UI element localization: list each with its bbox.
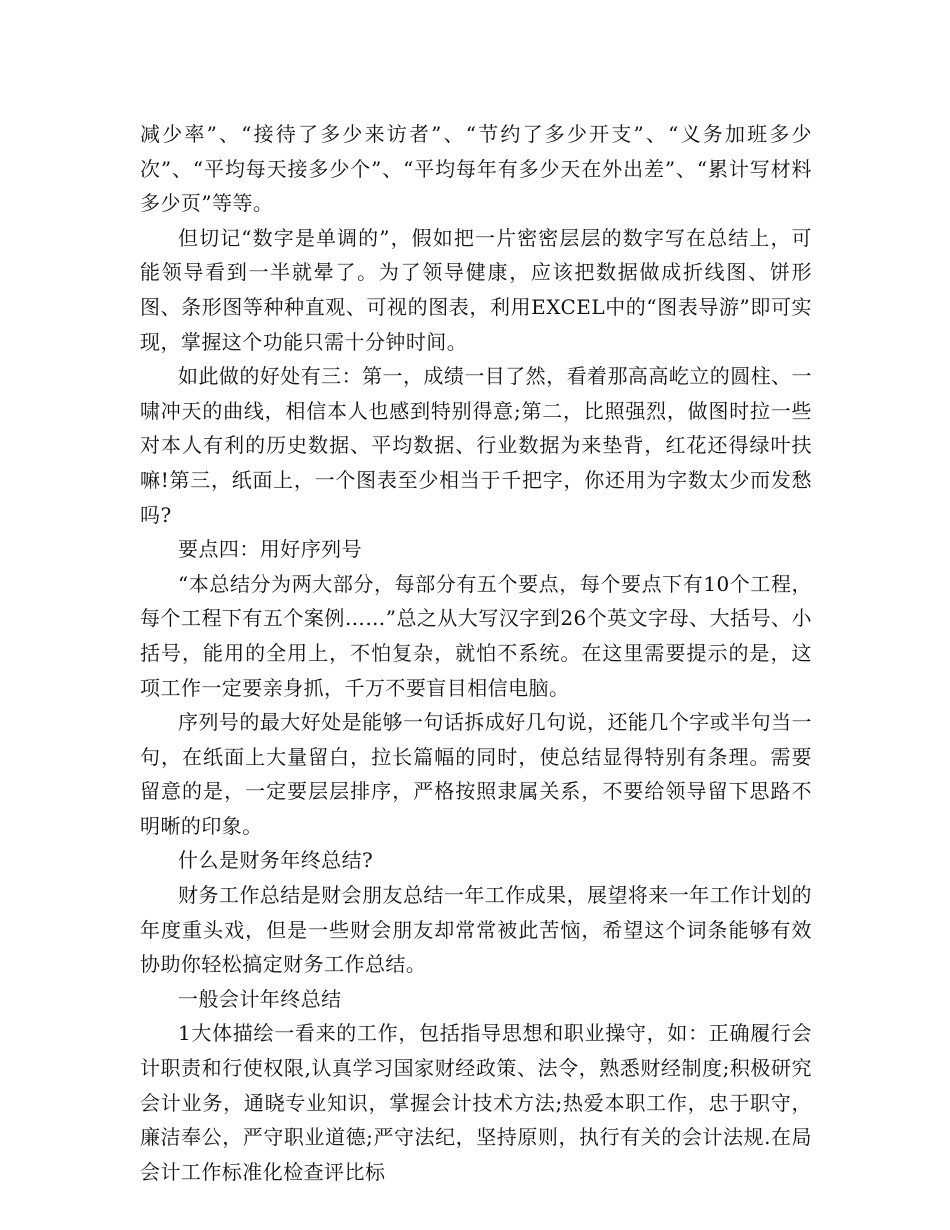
paragraph-three-benefits: 如此做的好处有三：第一，成绩一目了然，看着那高高屹立的圆柱、一啸冲天的曲线，相信本人也感到特别得意;第二，比照强烈，做图时拉一些对本人有利的历史数据、平均数据、行业数据为来垫背，红花还得绿叶扶嘛!第三，纸面上，一个图表至少相当于千把字，你还用为字数太少而发愁吗?: [140, 364, 812, 527]
paragraph-serial-benefit: 序列号的最大好处是能够一句话拆成好几句说，还能几个字或半句当一句，在纸面上大量留白，拉长篇幅的同时，使总结显得特别有条理。需要留意的是，一定要层层排序，严格按照隶属关系，不要给领导留下思路不明晰的印象。: [140, 710, 812, 838]
document-body: [140, 117, 812, 1189]
paragraph-item-1: 1大体描绘一看来的工作，包括指导思想和职业操守，如：正确履行会计职责和行使权限,认真学习国家财经政策、法令，熟悉财经制度;积极研究会计业务，通晓专业知识，掌握会计技术方法;热爱本职工作，忠于职守，廉洁奉公，严守职业道德;严守法纪，坚持原则，执行有关的会计法规.在局会计工作标准化检查评比标: [140, 1021, 812, 1184]
paragraph-serial-example: “本总结分为两大部分，每部分有五个要点，每个要点下有10个工程，每个工程下有五个案例……”总之从大写汉字到26个英文字母、大括号、小括号，能用的全用上，不怕复杂，就怕不系统。在这里需要提示的是，这项工作一定要亲身抓，千万不要盲目相信电脑。: [140, 571, 812, 700]
section-heading-general-accounting: 一般会计年终总结: [178, 986, 342, 1011]
paragraph-continued-list: 减少率”、“接待了多少来访者”、“节约了多少开支”、“义务加班多少次”、“平均每天接多少个”、“平均每年有多少天在外出差”、“累计写材料多少页”等等。: [140, 122, 812, 216]
section-heading-what-is: 什么是财务年终总结?: [178, 848, 374, 873]
paragraph-numbers-monotone: 但切记“数字是单调的”，假如把一片密密层层的数字写在总结上，可能领导看到一半就晕了。为了领导健康，应该把数据做成折线图、饼形图、条形图等种种直观、可视的图表，利用EXCEL中的“图表导游”即可实现，掌握这个功能只需十分钟时间。: [140, 225, 812, 354]
paragraph-finance-summary-intro: 财务工作总结是财会朋友总结一年工作成果，展望将来一年工作计划的年度重头戏，但是一些财会朋友却常常被此苦恼，希望这个词条能够有效协助你轻松搞定财务工作总结。: [140, 883, 812, 977]
section-heading-serial-numbers: 要点四：用好序列号: [178, 537, 363, 562]
